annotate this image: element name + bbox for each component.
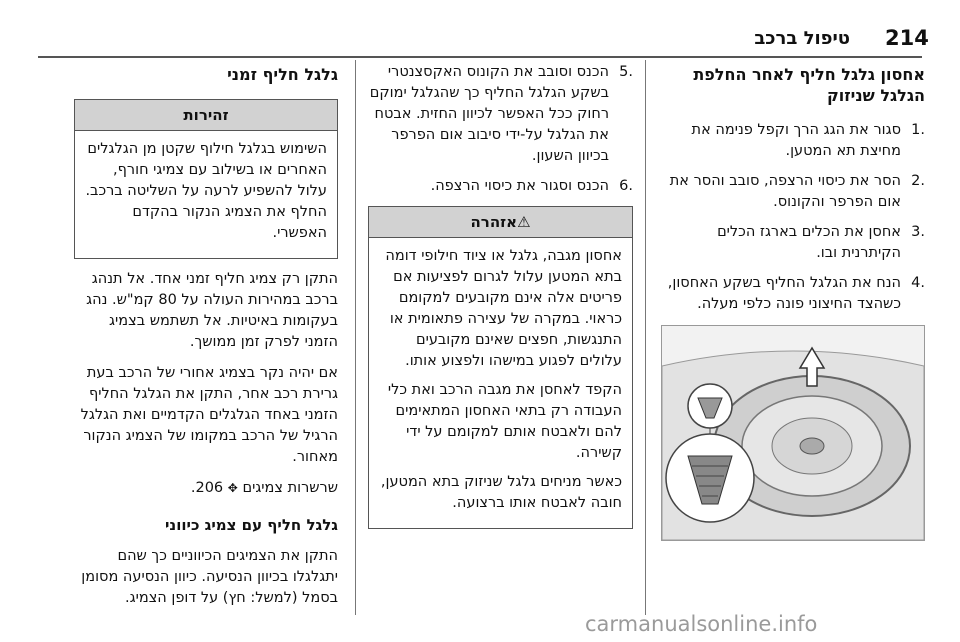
caution-header: זהירות bbox=[75, 100, 337, 131]
cross-reference-link[interactable]: 206. bbox=[190, 480, 224, 496]
spare-wheel-illustration bbox=[661, 325, 925, 541]
caution-paragraph: השימוש בגלגל חילוף שקטן מן הגלגלים האחרים או בשילוב עם צמיגי חורף, עלול להשפיע לרעה על השליטה ברכב. החלף את הצמיג הנקור בהקדם האפשרי. bbox=[85, 141, 327, 241]
middle-column bbox=[368, 62, 633, 529]
cross-reference: שרשרות צמיגים ✥ 206. bbox=[190, 480, 338, 496]
warning-paragraph: אחסון מגבה, גלגל או ציוד חילופי דומה בתא המטען עלול לגרום לפציעות אם פריטים אלה אינם מקובעים למקומם כראוי. במקרה של עצירה פתאומית או התנגשות, חפצים שאינם מקובעים עלולים לפגוע במישהו ולפצוע אותו. bbox=[385, 248, 622, 369]
right-column bbox=[655, 62, 925, 541]
watermark: carmanualsonline.info bbox=[585, 612, 818, 636]
list-item: .5 הכנס וסובב את הקונוס האקסצנטרי בשקע הגלגל החליף כך שהגלגל ימוקם רחוק ככל האפשר לכיוון החזית. אבטח את הגלגל על-ידי סיבוב אום הפרפר בכיוון השעון. bbox=[369, 64, 633, 164]
temporary-spare-title: גלגל חליף זמני bbox=[227, 65, 338, 84]
column-divider-left bbox=[355, 60, 356, 615]
warning-header: ⚠אזהרה bbox=[369, 207, 632, 238]
list-item: .3 אחסן את הכלים בארגז הכלים הקיתרנית ובו. bbox=[717, 224, 925, 261]
caution-box bbox=[74, 99, 338, 259]
warning-paragraph: הקפד לאחסן את מגבה הרכב ואת כלי העבודה רק בתאי האחסון המתאימים להם ולאבטח אותם למקומם על ידי קשירה. bbox=[387, 382, 622, 461]
warning-paragraph: כאשר מניחים גלגל שניזוק בתא המטען, חובה לאבטח אותו ברצועה. bbox=[380, 474, 622, 511]
warning-triangle-icon: ⚠ bbox=[517, 213, 531, 231]
body-paragraph: אם יהיה נקר בצמיג אחורי של הרכב בעת גרירת רכב אחר, התקן את הגלגל החליף הזמני באחד הגלגלים הקדמיים ואת הגלגל הרגיל של הרכב במקומו של הצמיג הנקור מאחור. bbox=[80, 365, 338, 465]
list-item: .4 הנח את הגלגל החליף בשקע האחסון, כשהצד החיצוני פונה כלפי מעלה. bbox=[667, 275, 925, 312]
body-paragraph: התקן את הצמיגים הכיווניים כך שהם יתגלגלו בכיוון הנסיעה. כיוון הנסיעה מסומן בסמל (למשל: חץ) על דופן הצמיג. bbox=[81, 548, 338, 606]
header-rule bbox=[38, 56, 922, 58]
storage-section-title: אחסון גלגל חליף לאחר החלפת הגלגל שניזוק bbox=[693, 65, 925, 105]
page-number: 214 bbox=[885, 26, 929, 50]
storage-steps-continued bbox=[368, 62, 633, 197]
cross-reference-icon: ✥ bbox=[227, 481, 238, 495]
spare-wheel-drawing bbox=[662, 326, 924, 540]
left-column bbox=[74, 62, 338, 609]
directional-tire-title: גלגל חליף עם צמיג כיווני bbox=[165, 516, 338, 534]
storage-steps bbox=[655, 120, 925, 315]
list-item: .6 הכנס וסגור את כיסוי הרצפה. bbox=[430, 178, 633, 194]
list-item: .2 הסר את כיסוי הרצפה, סובב והסר את אום הפרפר והקונוס. bbox=[669, 173, 925, 210]
section-title: טיפול ברכב bbox=[754, 28, 850, 49]
body-paragraph: התקן רק צמיג חליף זמני אחד. אל תנהג ברכב במהירות העולה על 80 קמ"ש. נהג בעקומות באיטיות. אל תשתמש בצמיג הזמני לפרק זמן ממושך. bbox=[86, 271, 338, 350]
warning-box bbox=[368, 206, 633, 529]
column-divider-right bbox=[645, 60, 646, 615]
list-item: .1 סגור את הגג הרך וקפל פנימה את מחיצת תא המטען. bbox=[691, 122, 925, 159]
